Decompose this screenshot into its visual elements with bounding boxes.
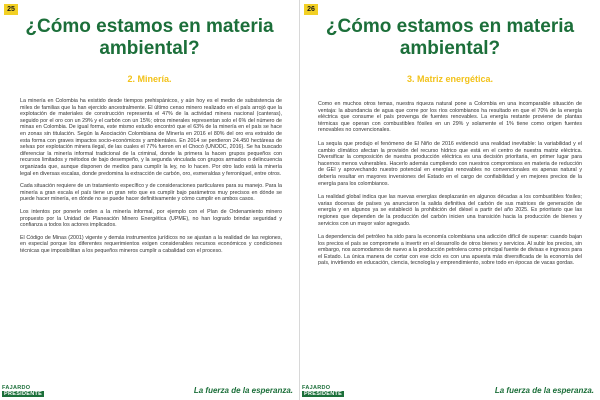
logo-line-1: FAJARDO (2, 385, 31, 391)
title-line-1: ¿Cómo estamos en materia (25, 16, 274, 37)
paragraph: Como en muchos otros temas, nuestra riqueza natural pone a Colombia en una incomparable situación de ventaja: la abundancia de agua que corre por los ríos colombianos ha resultado en que el 70% de la energía eléctrica que consume el país provenga de fuentes renovables. La energía restante proviene de plantas térmicas que operan con combustibles fósiles en un 29% y solamente el 1% tiene como origen fuentes renovables no convencionales. (318, 101, 582, 134)
section-heading: 2. Minería. (127, 74, 172, 84)
page-number-badge: 25 (4, 4, 18, 15)
paragraph: La dependencia del petróleo ha sido para la economía colombiana una adicción difícil de superar: cuando bajan los precios el país se compromete a invertir en el desarrollo de otros bienes y servicios. Al subir los precios, sin embargo, nos acomodamos de nuevo a la producción petrolera como principal fuente de divisas e ingresos para el Estado. La única manera de cortar con ese ciclo es con una apuesta más diversificada de la economía del país, invirtiendo en educación, ciencia, tecnología y emprendimiento, sobre todo en épocas de vacas gordas. (318, 234, 582, 267)
title-line-2: ambiental? (99, 38, 200, 59)
paragraph: La minería en Colombia ha existido desde tiempos prehispánicos, y aún hoy es el medio de subsistencia de miles de familias que la han ejercido ancestralmente. El último censo minero realizado en el país arrojó que la explotación de materiales de construcción representa el 47% de la actividad minera nacional (canteras), seguido por el oro con un 29% y el carbón con un 15%; otros minerales representan solo el 6% del número de minas en Colombia. De igual forma, este mismo estudio encontró que el 63% de la minería en el país se hace en zonas sin titulación. Según la Asociación Colombiana de Minería en 2016 el 80% del oro era extraído de esta forma con graves impactos socio-económicos y ambientales. En 2014 se perdieron 24.450 hectáreas de selvas por explotación minera ilegal, de las cuales el 77% fueron en el Chocó (UNODC, 2016). Se ha buscado diferenciar la minería informal tradicional de la criminal, donde la primera la hacen grupos pequeños con recursos limitados y métodos de bajo desempeño, y la segunda vinculada con grupos armados o delincuencia organizada que, aunque disponen de medios para cumplir la ley, no lo hacen. Por otro lado está la minería legal en diversas escalas, donde predomina la extracción de carbón, oro, esmeraldas y ferroníquel, entre otros. (20, 98, 282, 177)
title-line-2: ambiental? (399, 38, 501, 59)
campaign-logo (302, 384, 342, 398)
page-title (0, 16, 299, 60)
body-text (318, 101, 582, 274)
logo-line-2: PRESIDENTE (4, 391, 43, 397)
paragraph: Cada situación requiere de un tratamiento específico y de consideraciones particulares para su manejo. Para la minería a gran escala el país tiene un gran reto que es cumplir bajo parámetros muy precisos en dónde se puede hacer minería, en dónde no se puede hacer definitivamente y cómo cumplir en ambos casos. (20, 183, 282, 203)
section-heading: 3. Matriz energética. (406, 74, 494, 84)
campaign-logo (2, 384, 42, 398)
paragraph: La sequía que produjo el fenómeno de El Niño de 2016 evidenció una realidad inevitable: la variabilidad y el cambio climático afectan la provisión del recurso hídrico que está en el centro de nuestra matriz eléctrica. Diversificar la composición de nuestra producción eléctrica es una decisión prioritaria, en primer lugar para hacernos menos vulnerables. Hacerlo además cumpliendo con nuestros compromisos en materia de reducción de GEI y aprovechando nuestro potencial en energías renovables no convencionales es apenas natural y debería resultar en mayores inversiones del Estado en el cargo de confiabilidad y en mejores precios de la energía para los colombianos. (318, 140, 582, 187)
footer-slogan: La fuerza de la esperanza. (494, 386, 594, 395)
page-number-badge: 26 (304, 4, 318, 15)
paragraph: La realidad global indica que las nuevas energías desplazarán en algunos décadas a los combustibles fósiles; varias docenas de países ya anunciaron la salida definitiva del carbón de sus matrices de generación de energía y en algunos ya se estableció la prohibición del diésel a partir del año 2025. Es prioritario que las regiones que dependen de la producción del carbón inicien una transición hacia la producción de bienes y servicios con un mayor valor agregado. (318, 194, 582, 227)
logo-line-1: FAJARDO (302, 385, 331, 391)
paragraph: Los intentos por ponerle orden a la minería informal, por ejemplo con el Plan de Ordenamiento minero propuesto por la Unidad de Planeación Minero Energética (UPME), no han logrado brindar seguridad y confianza a todos los actores implicados. (20, 208, 282, 229)
page-right (300, 0, 600, 400)
body-text (20, 98, 282, 260)
page-title (300, 16, 600, 60)
footer-slogan: La fuerza de la esperanza. (193, 386, 293, 395)
paragraph: El Código de Minas (2001) vigente y demás instrumentos jurídicos no se ajustan a la realidad de las regiones, en especial porque los diferentes requerimientos exigen considerables recursos económicos y condiciones técnicas que imposibilitan a los pequeños mineros cumplir a cabalidad con el proceso. (20, 234, 282, 254)
logo-line-2: PRESIDENTE (304, 391, 343, 397)
title-line-1: ¿Cómo estamos en materia (325, 16, 575, 37)
